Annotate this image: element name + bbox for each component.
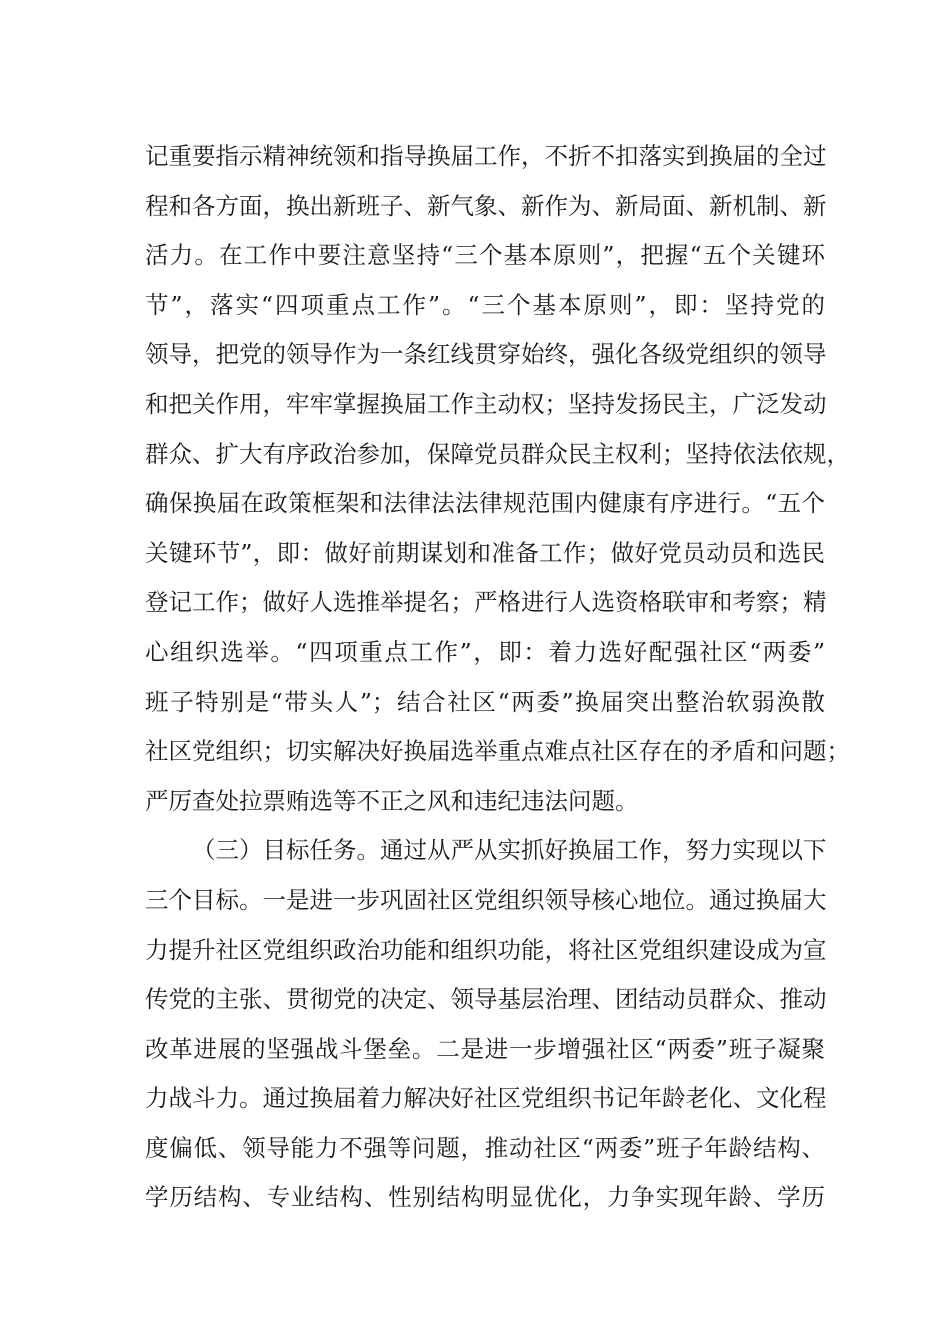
document-body <box>145 132 850 1223</box>
text-line: 确保换届在政策框架和法律法法律规范围内健康有序进行。“五个 <box>145 489 825 518</box>
text-line: 改革进展的坚强战斗堡垒。二是进一步增强社区“两委”班子凝聚 <box>145 1034 825 1063</box>
text-line: 心组织选举。“四项重点工作”，即：着力选好配强社区“两委” <box>145 637 825 666</box>
text-line: 力战斗力。通过换届着力解决好社区党组织书记年龄老化、文化程 <box>145 1084 827 1113</box>
text-line: 学历结构、专业结构、性别结构明显优化，力争实现年龄、学历 <box>145 1183 825 1212</box>
text-line: 度偏低、领导能力不强等问题，推动社区“两委”班子年龄结构、 <box>145 1133 825 1162</box>
text-line: 群众、扩大有序政治参加，保障党员群众民主权利；坚持依法依规， <box>145 439 850 468</box>
text-line: 领导，把党的领导作为一条红线贯穿始终，强化各级党组织的领导 <box>145 340 827 369</box>
text-line: 班子特别是“带头人”；结合社区“两委”换届突出整治软弱涣散 <box>145 687 825 716</box>
text-line: 节”，落实“四项重点工作”。“三个基本原则”，即：坚持党的 <box>145 290 825 319</box>
text-line: 关键环节”，即：做好前期谋划和准备工作；做好党员动员和选民 <box>145 538 825 567</box>
text-line: 传党的主张、贯彻党的决定、领导基层治理、团结动员群众、推动 <box>145 985 827 1014</box>
text-line: 力提升社区党组织政治功能和组织功能，将社区党组织建设成为宣 <box>145 935 827 964</box>
paragraph-end-line: 严厉查处拉票贿选等不正之风和违纪违法问题。 <box>145 786 639 815</box>
text-line: 活力。在工作中要注意坚持“三个基本原则”，把握“五个关键环 <box>145 241 825 270</box>
section-heading-line: （三）目标任务。通过从严从实抓好换届工作，努力实现以下 <box>192 836 827 865</box>
text-line: 和把关作用，牢牢掌握换届工作主动权；坚持发扬民主，广泛发动 <box>145 389 827 418</box>
text-line: 程和各方面，换出新班子、新气象、新作为、新局面、新机制、新 <box>145 191 827 220</box>
text-line: 记重要指示精神统领和指导换届工作，不折不扣落实到换届的全过 <box>145 142 827 170</box>
text-line: 登记工作；做好人选推举提名；严格进行人选资格联审和考察；精 <box>145 588 827 617</box>
text-line: 三个目标。一是进一步巩固社区党组织领导核心地位。通过换届大 <box>145 885 827 914</box>
text-line: 社区党组织；切实解决好换届选举重点难点社区存在的矛盾和问题； <box>145 737 850 766</box>
